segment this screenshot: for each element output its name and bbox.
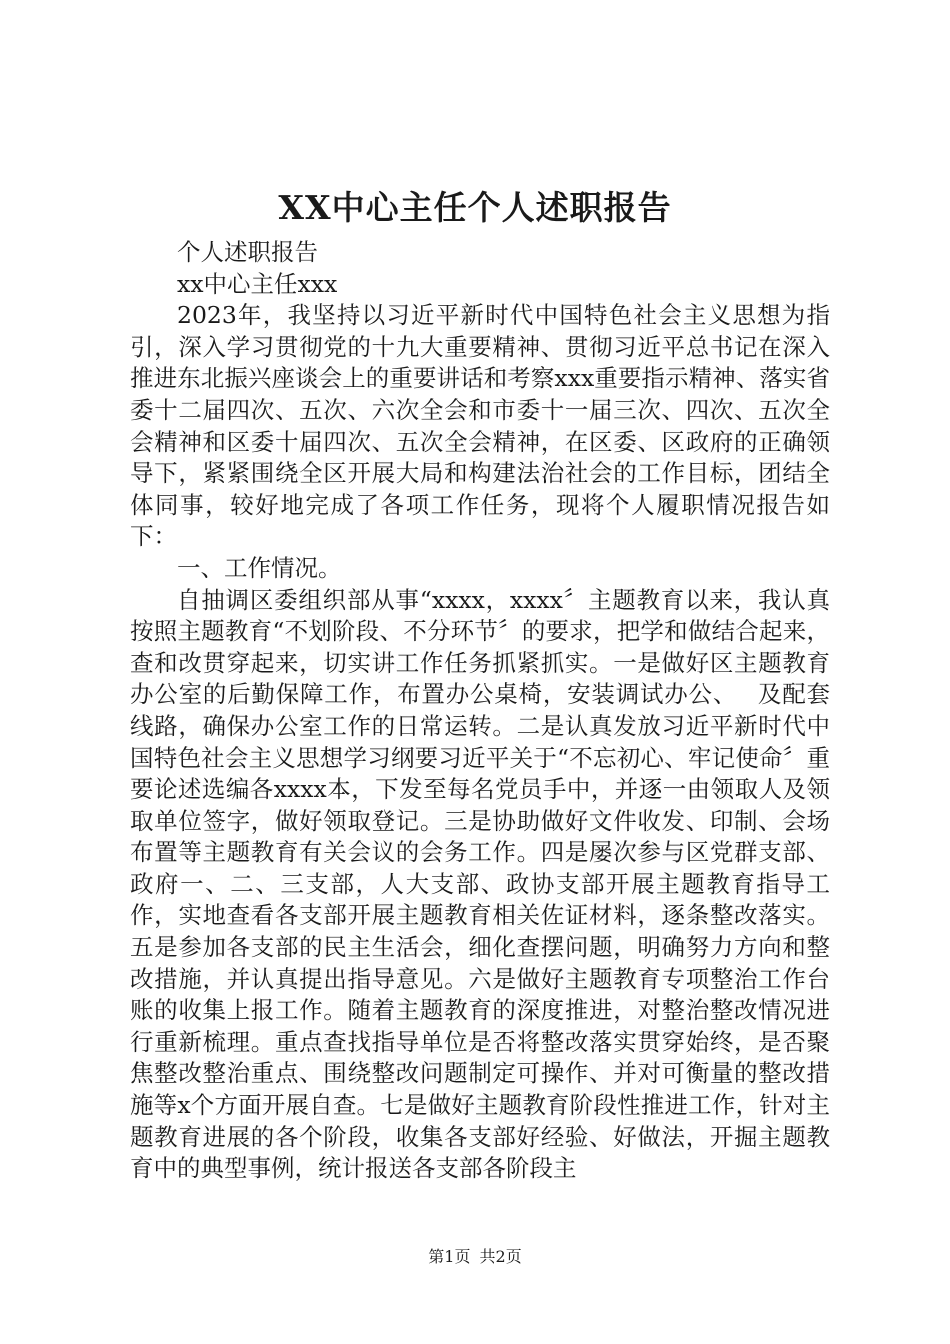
page-footer — [0, 1246, 950, 1268]
page-number: 第1页 — [428, 1247, 471, 1266]
document-body — [130, 237, 830, 1185]
author-line: xx中心主任xxx — [177, 269, 338, 298]
work-paragraph: 自抽调区委组织部从事“xxxx，xxxx〞主题教育以来，我认真按照主题教育“不划阶段、不分环节〞的要求，把学和做结合起来，查和改贯穿起来，切实讲工作任务抓紧抓实。一是做好区主题教育办公室的后勤保障工作，布置办公桌椅，安装调试办公、 及配套线路，确保办公室工作的日常运转。二是认真发放习近平新时代中国特色社会主义思想学习纲要习近平关于“不忘初心、牢记使命〞重要论述选编各xxxx本，下发至每名党员手中，并逐一由领取人及领取单位签字，做好领取登记。三是协助做好文件收发、印制、会场布置等主题教育有关会议的会务工作。四是屡次参与区党群支部、政府一、二、三支部，人大支部、政协支部开展主题教育指导工作，实地查看各支部开展主题教育相关佐证材料，逐条整改落实。五是参加各支部的民主生活会，细化查摆问题，明确努力方向和整改措施，并认真提出指导意见。六是做好主题教育专项整治工作台账的收集上报工作。随着主题教育的深度推进，对整治整改情况进行重新梳理。重点查找指导单位是否将整改落实贯穿始终，是否聚焦整改整治重点、围绕整改问题制定可操作、并对可衡量的整改措施等x个方面开展自查。七是做好主题教育阶段性推进工作，针对主题教育进展的各个阶段，收集各支部好经验、好做法，开掘主题教育中的典型事例，统计报送各支部各阶段主 — [130, 585, 830, 1183]
report-heading: 个人述职报告 — [177, 238, 318, 266]
section-heading: 一、工作情况。 — [177, 553, 342, 582]
intro-paragraph: 2023年，我坚持以习近平新时代中国特色社会主义思想为指引，深入学习贯彻党的十九大重要精神、贯彻习近平总书记在深入推进东北振兴座谈会上的重要讲话和考察xxx重要指示精神、落实省委十二届四次、五次、六次全会和市委十一届三次、四次、五次全会精神和区委十届四次、五次全会精神，在区委、区政府的正确领导下，紧紧围绕全区开展大局和构建法治社会的工作目标，团结全体同事，较好地完成了各项工作任务，现将个人履职情况报告如下： — [130, 301, 830, 551]
page-total: 共2页 — [479, 1247, 522, 1266]
document-title: XX中心主任个人述职报告 — [278, 188, 672, 227]
